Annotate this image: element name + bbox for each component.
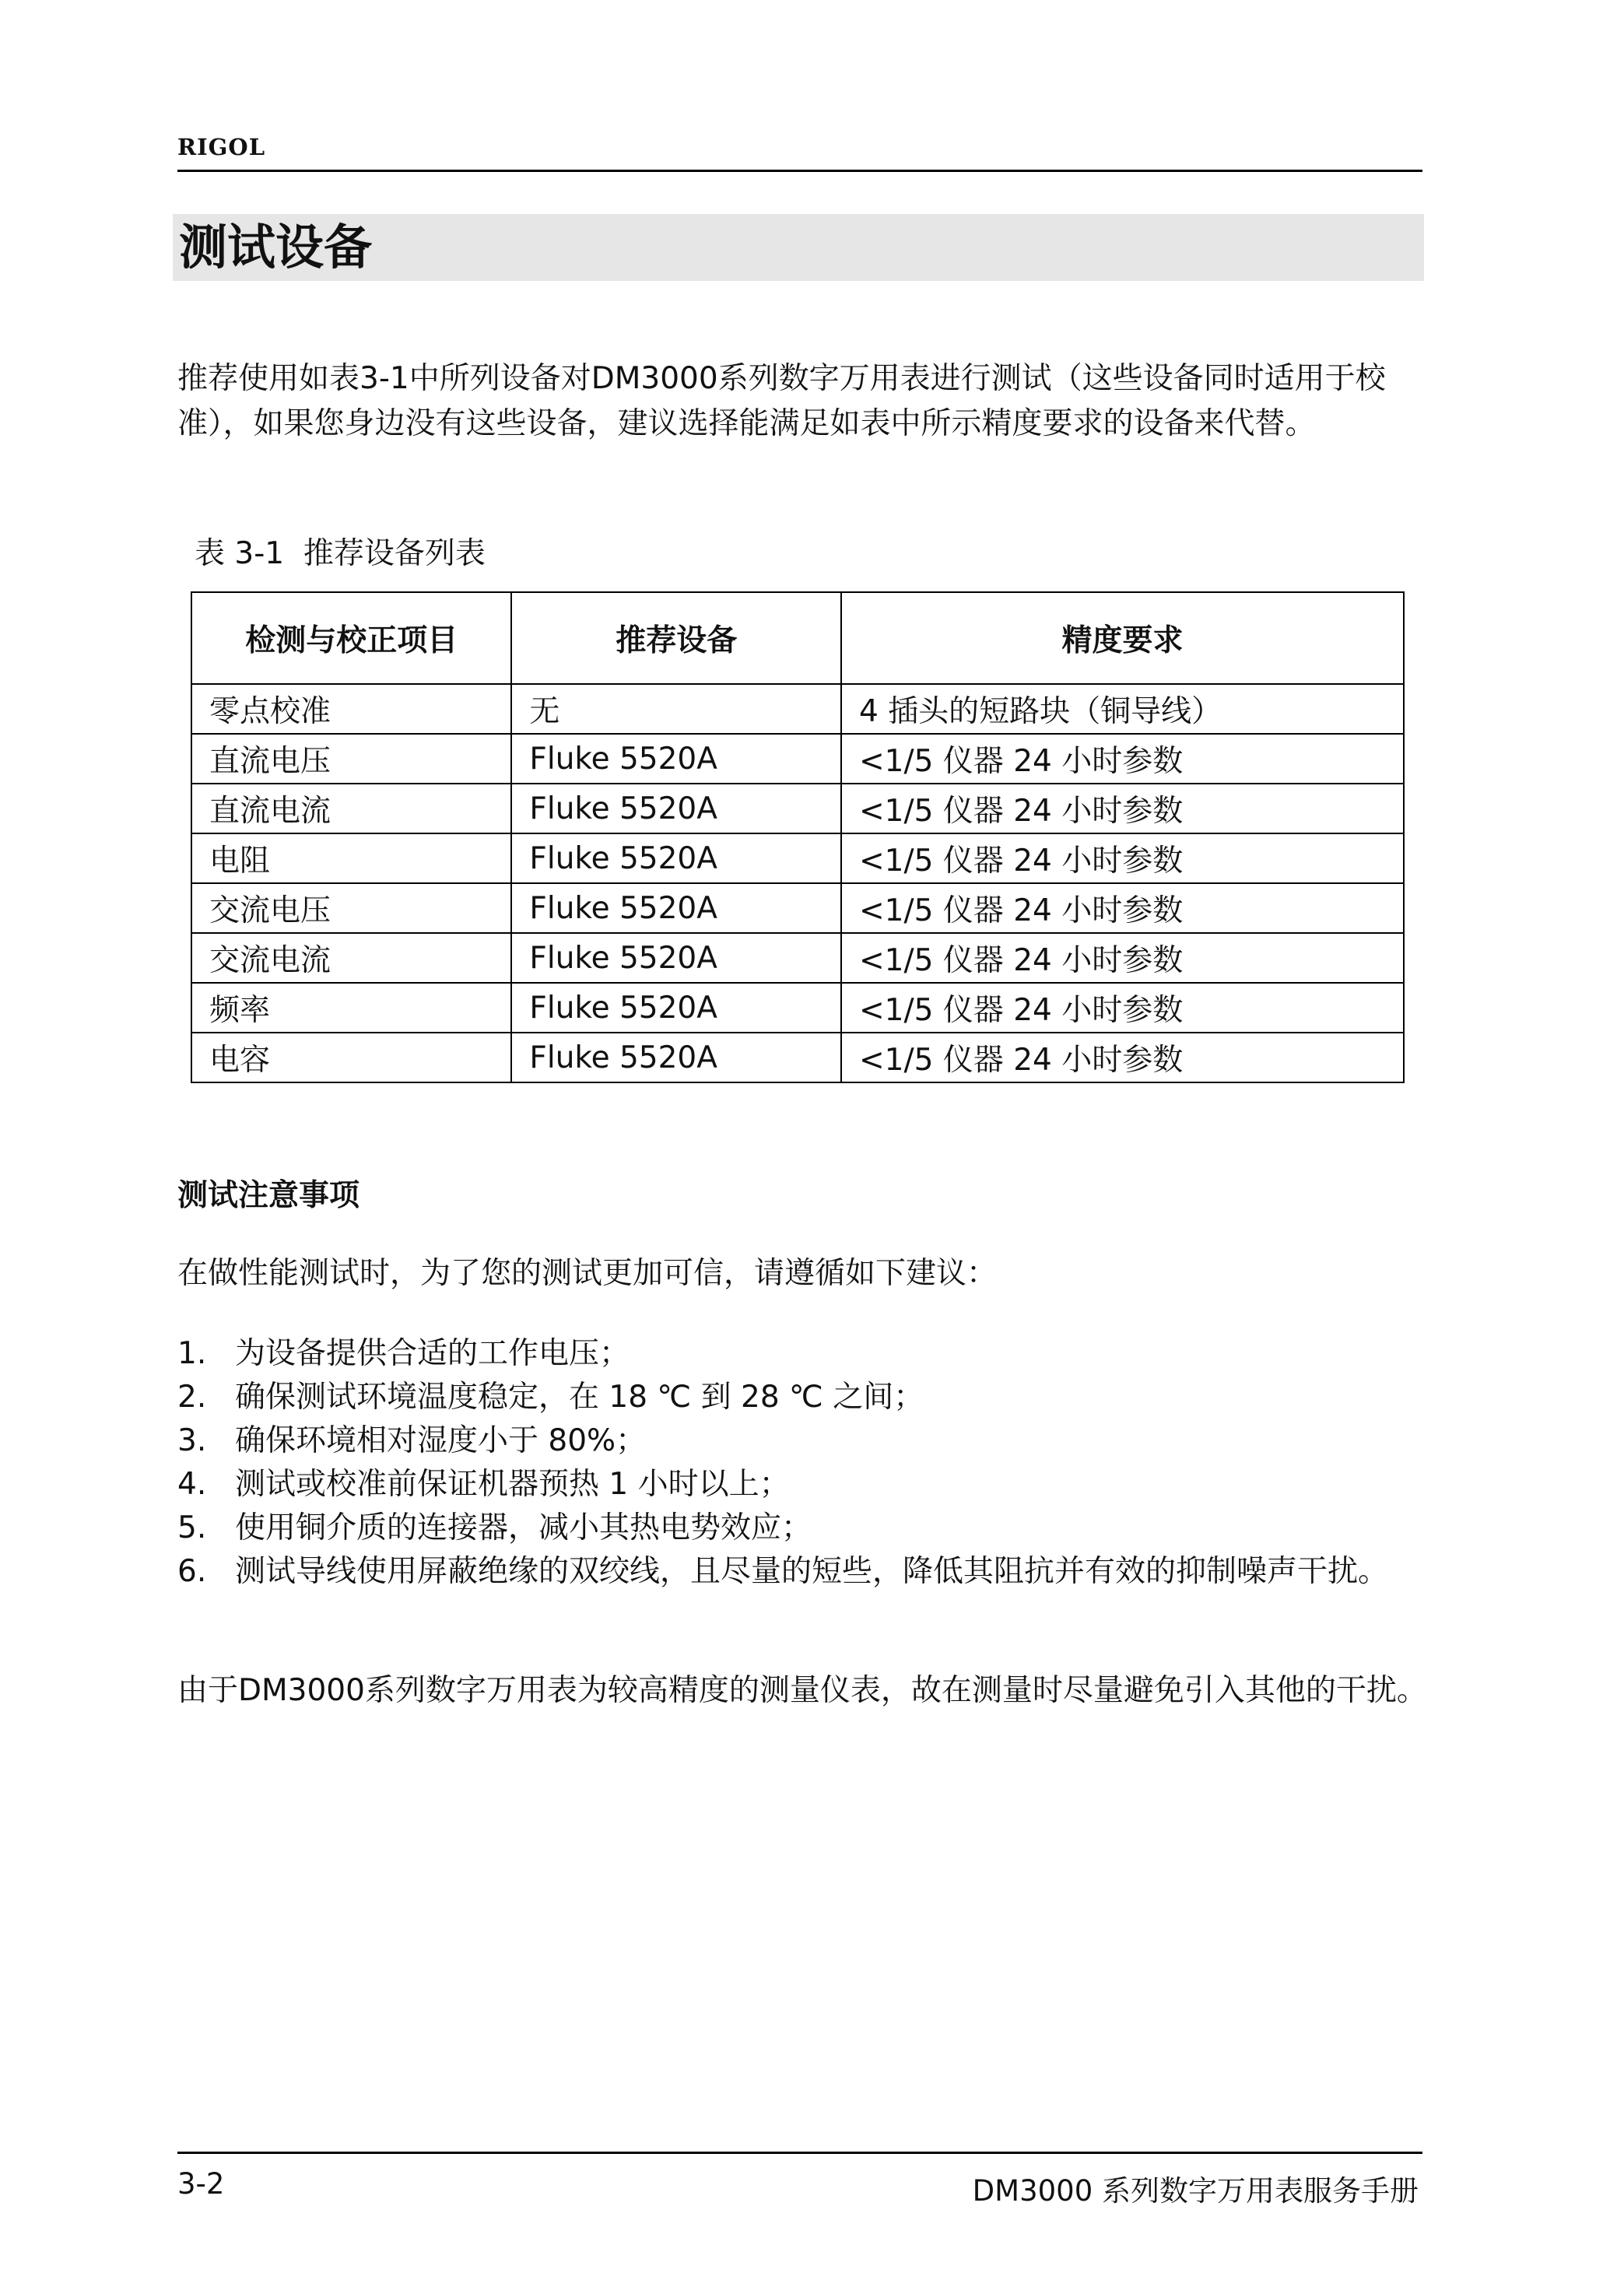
list-item — [177, 1332, 1430, 1376]
list-item — [177, 1419, 1430, 1463]
cell-equipment: Fluke 5520A — [511, 784, 841, 833]
cell-item: 交流电流 — [191, 933, 511, 983]
notes-list — [177, 1332, 1430, 1594]
list-item — [177, 1507, 1430, 1550]
cell-item: 电容 — [191, 1033, 511, 1082]
header-rule — [177, 170, 1422, 172]
list-item-number: 3. — [177, 1423, 207, 1458]
list-item-text: 测试导线使用屏蔽绝缘的双绞线，且尽量的短些，降低其阻抗并有效的抑制噪声干扰。 — [235, 1554, 1389, 1589]
closing-paragraph: 由于DM3000系列数字万用表为较高精度的测量仪表，故在测量时尽量避免引入其他的干扰。 — [177, 1673, 1427, 1708]
list-item-text: 确保环境相对湿度小于 80%； — [235, 1423, 647, 1458]
list-item-text: 确保测试环境温度稳定，在 18 ℃ 到 28 ℃ 之间； — [235, 1380, 924, 1415]
cell-accuracy: <1/5 仪器 24 小时参数 — [841, 833, 1404, 883]
notes-lead: 在做性能测试时，为了您的测试更加可信，请遵循如下建议： — [177, 1256, 998, 1291]
table-row — [191, 784, 1404, 833]
cell-equipment: Fluke 5520A — [511, 883, 841, 933]
cell-accuracy: <1/5 仪器 24 小时参数 — [841, 983, 1404, 1033]
table-row — [191, 983, 1404, 1033]
cell-equipment: Fluke 5520A — [511, 933, 841, 983]
table-caption: 表 3-1 推荐设备列表 — [195, 536, 486, 571]
cell-item: 零点校准 — [191, 684, 511, 734]
cell-item: 交流电压 — [191, 883, 511, 933]
column-header-equipment: 推荐设备 — [511, 592, 841, 684]
notes-heading: 测试注意事项 — [177, 1178, 360, 1213]
page-title: 测试设备 — [179, 219, 373, 275]
cell-equipment: Fluke 5520A — [511, 1033, 841, 1082]
cell-accuracy: 4 插头的短路块（铜导线） — [841, 684, 1404, 734]
cell-accuracy: <1/5 仪器 24 小时参数 — [841, 1033, 1404, 1082]
cell-item: 直流电流 — [191, 784, 511, 833]
list-item-text: 为设备提供合适的工作电压； — [235, 1336, 630, 1371]
list-item-number: 6. — [177, 1554, 207, 1589]
list-item-text: 测试或校准前保证机器预热 1 小时以上； — [235, 1467, 790, 1502]
table-header-row — [191, 592, 1404, 684]
table-row — [191, 833, 1404, 883]
table-row — [191, 1033, 1404, 1082]
table-row — [191, 883, 1404, 933]
equipment-table — [191, 591, 1405, 1083]
column-header-accuracy: 精度要求 — [841, 592, 1404, 684]
cell-accuracy: <1/5 仪器 24 小时参数 — [841, 784, 1404, 833]
list-item — [177, 1463, 1430, 1507]
cell-equipment: Fluke 5520A — [511, 833, 841, 883]
list-item-number: 4. — [177, 1467, 207, 1502]
list-item-text: 使用铜介质的连接器，减小其热电势效应； — [235, 1510, 812, 1545]
table-row — [191, 684, 1404, 734]
section-heading-band — [173, 214, 1424, 281]
brand-logo: RIGOL — [177, 134, 266, 160]
cell-item: 直流电压 — [191, 734, 511, 784]
cell-accuracy: <1/5 仪器 24 小时参数 — [841, 883, 1404, 933]
cell-item: 频率 — [191, 983, 511, 1033]
cell-equipment: 无 — [511, 684, 841, 734]
cell-accuracy: <1/5 仪器 24 小时参数 — [841, 734, 1404, 784]
list-item-number: 5. — [177, 1510, 207, 1545]
page-number: 3-2 — [177, 2167, 225, 2201]
cell-equipment: Fluke 5520A — [511, 983, 841, 1033]
table-row — [191, 933, 1404, 983]
cell-accuracy: <1/5 仪器 24 小时参数 — [841, 933, 1404, 983]
table-row — [191, 734, 1404, 784]
footer-manual-title: DM3000 系列数字万用表服务手册 — [972, 2174, 1419, 2208]
list-item-number: 1. — [177, 1336, 207, 1371]
column-header-item: 检测与校正项目 — [191, 592, 511, 684]
list-item — [177, 1550, 1430, 1594]
footer-rule — [177, 2152, 1422, 2154]
cell-item: 电阻 — [191, 833, 511, 883]
intro-paragraph: 推荐使用如表3-1中所列设备对DM3000系列数字万用表进行测试（这些设备同时适用于校准），如果您身边没有这些设备，建议选择能满足如表中所示精度要求的设备来代替。 — [177, 361, 1386, 441]
cell-equipment: Fluke 5520A — [511, 734, 841, 784]
list-item — [177, 1376, 1430, 1419]
list-item-number: 2. — [177, 1380, 207, 1415]
